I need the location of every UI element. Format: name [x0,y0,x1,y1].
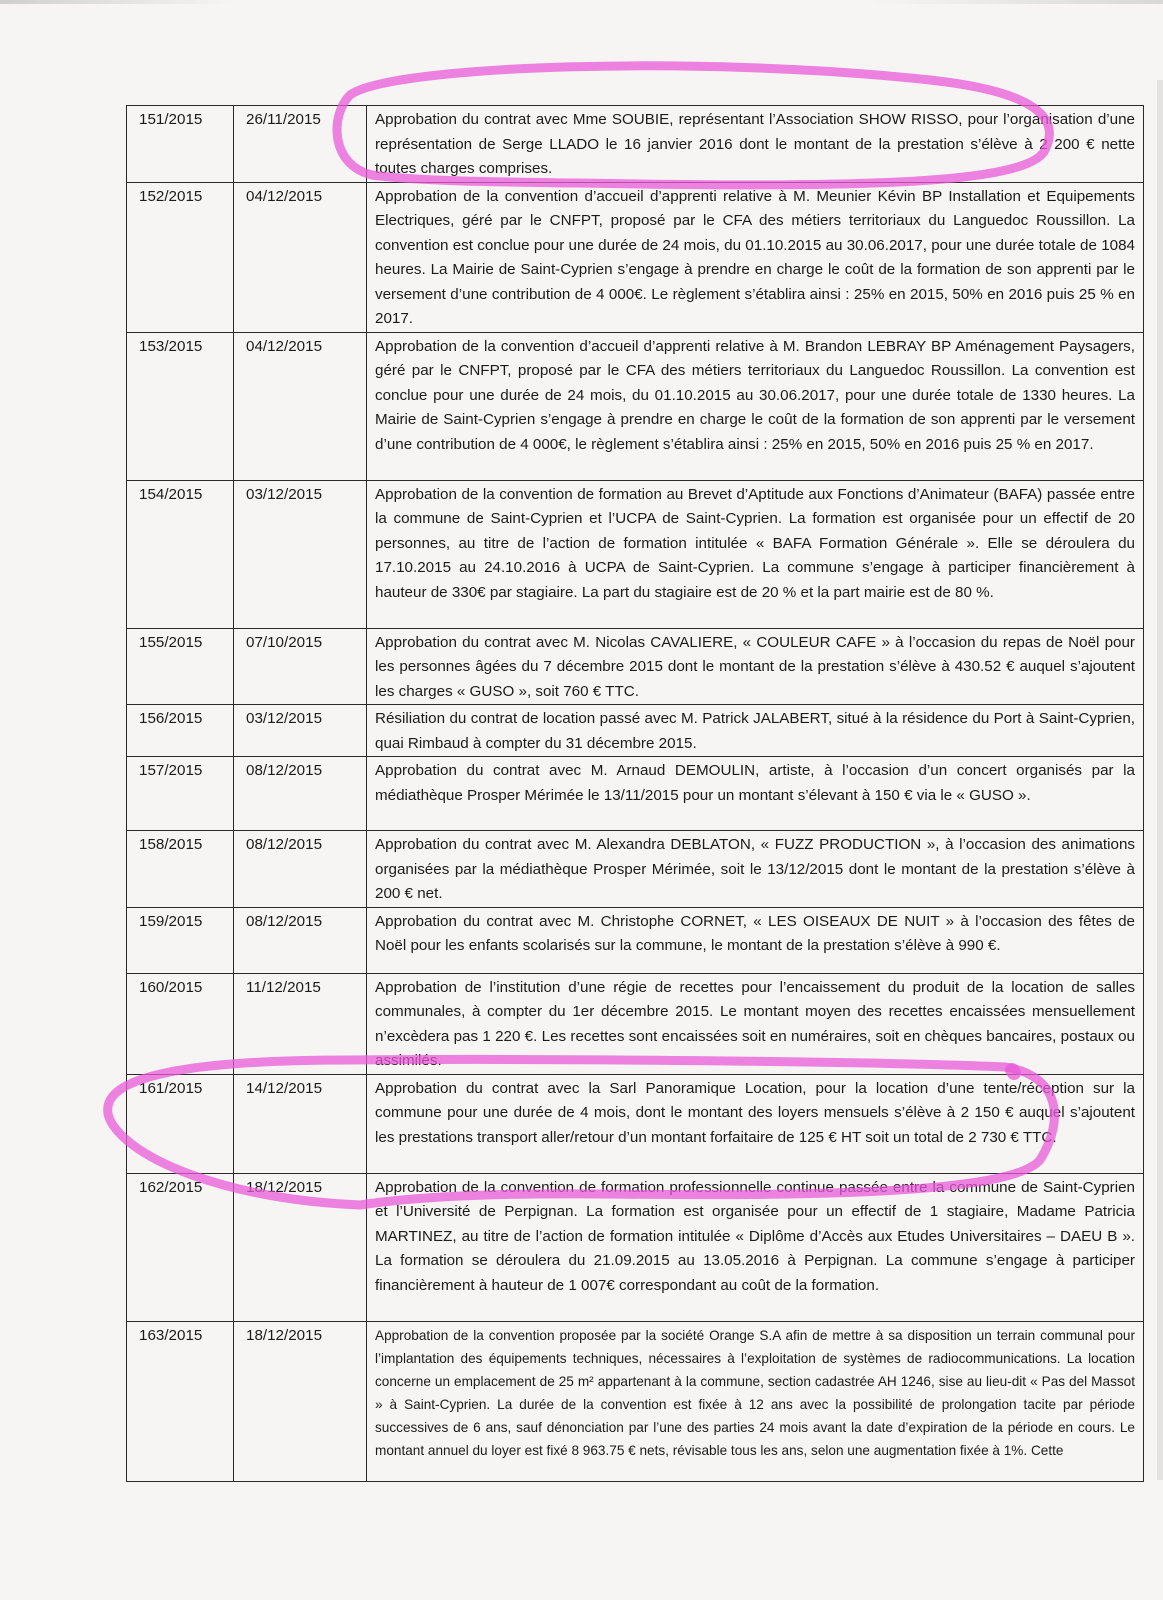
decision-number: 157/2015 [127,757,234,831]
decision-date: 04/12/2015 [234,332,367,480]
decision-number: 155/2015 [127,628,234,705]
decision-text: Approbation du contrat avec Mme SOUBIE, représentant l’Association SHOW RISSO, pour l’organisation d’une représentation de Serge LLADO le 16 janvier 2016 dont le montant de la prestation s’élève à 2 200 € nette toutes charges comprises. [367,106,1144,183]
table-row [127,705,1144,757]
decision-text: Approbation de la convention de formation professionnelle continue passée entre la commune de Saint-Cyprien et l’Université de Perpignan. La formation est organisée pour un effectif de 1 stagiaire, Madame Patricia MARTINEZ, au titre de l’action de formation intitulée « Diplôme d’Accès aux Etudes Universitaires – DAEU B ». La formation se déroulera du 21.09.2015 au 13.05.2016 à Perpignan. La commune s’engage à participer financièrement à hauteur de 1 007€ correspondant au coût de la formation. [367,1173,1144,1321]
table-row [127,907,1144,973]
table-row [127,831,1144,908]
table-row [127,1173,1144,1321]
page-edge-right [1157,80,1163,1480]
decision-text: Approbation du contrat avec M. Nicolas CAVALIERE, « COULEUR CAFE » à l’occasion du repas de Noël pour les personnes âgées du 7 décembre 2015 dont le montant de la prestation s’élève à 430.52 € auquel s’ajoutent les charges « GUSO », soit 760 € TTC. [367,628,1144,705]
decision-date: 04/12/2015 [234,182,367,332]
decision-number: 159/2015 [127,907,234,973]
decision-number: 158/2015 [127,831,234,908]
decision-date: 07/10/2015 [234,628,367,705]
table-row [127,106,1144,183]
decision-date: 03/12/2015 [234,480,367,628]
decision-date: 26/11/2015 [234,106,367,183]
decision-date: 18/12/2015 [234,1321,367,1481]
decision-number: 151/2015 [127,106,234,183]
decision-date: 18/12/2015 [234,1173,367,1321]
decision-date: 08/12/2015 [234,831,367,908]
decision-number: 161/2015 [127,1074,234,1173]
decision-date: 03/12/2015 [234,705,367,757]
decision-date: 11/12/2015 [234,973,367,1074]
table-row [127,628,1144,705]
decision-text: Approbation de la convention de formation au Brevet d’Aptitude aux Fonctions d’Animateur (BAFA) passée entre la commune de Saint-Cyprien et l’UCPA de Saint-Cyprien. La formation est organisée pour un effectif de 20 personnes, au titre de l’action de formation intitulée « BAFA Formation Générale ». Elle se déroulera du 17.10.2015 au 24.10.2016 à UCPA de Saint-Cyprien. La commune s’engage à participer financièrement à hauteur de 330€ par stagiaire. La part du stagiaire est de 20 % et la part mairie est de 80 %. [367,480,1144,628]
decision-date: 14/12/2015 [234,1074,367,1173]
table-row [127,1321,1144,1481]
table-row [127,182,1144,332]
table-row [127,1074,1144,1173]
decision-number: 160/2015 [127,973,234,1074]
decision-date: 08/12/2015 [234,907,367,973]
decision-text: Approbation de la convention d’accueil d’apprenti relative à M. Meunier Kévin BP Installation et Equipements Electriques, géré par le CNFPT, proposé par le CFA des métiers territoriaux du Languedoc Roussillon. La convention est conclue pour une durée de 24 mois, du 01.10.2015 au 30.06.2017, pour une durée totale de 1084 heures. La Mairie de Saint-Cyprien s’engage à prendre en charge le coût de la formation de son apprenti par le versement d’une contribution de 4 000€. Le règlement s’établira ainsi : 25% en 2015, 50% en 2016 puis 25 % en 2017. [367,182,1144,332]
decision-number: 154/2015 [127,480,234,628]
decision-text: Résiliation du contrat de location passé avec M. Patrick JALABERT, situé à la résidence du Port à Saint-Cyprien, quai Rimbaud à compter du 31 décembre 2015. [367,705,1144,757]
decision-date: 08/12/2015 [234,757,367,831]
decision-text: Approbation de l’institution d’une régie de recettes pour l’encaissement du produit de la location de salles communales, à compter du 1er décembre 2015. Le montant moyen des recettes encaissées mensuellement n’excèdera pas 1 220 €. Les recettes sont encaissées soit en numéraires, soit en chèques bancaires, postaux ou assimilés. [367,973,1144,1074]
table-row [127,332,1144,480]
decisions-table [126,105,1144,1482]
decision-text: Approbation du contrat avec M. Christophe CORNET, « LES OISEAUX DE NUIT » à l’occasion des fêtes de Noël pour les enfants scolarisés sur la commune, le montant de la prestation s’élève à 990 €. [367,907,1144,973]
decision-number: 156/2015 [127,705,234,757]
decision-text: Approbation du contrat avec M. Alexandra DEBLATON, « FUZZ PRODUCTION », à l’occasion des animations organisées par la médiathèque Prosper Mérimée, soit le 13/12/2015 dont le montant de la prestation s’élève à 200 € net. [367,831,1144,908]
decision-number: 163/2015 [127,1321,234,1481]
table-row [127,757,1144,831]
page-edge [0,0,1163,4]
decision-number: 153/2015 [127,332,234,480]
decision-number: 162/2015 [127,1173,234,1321]
table-row [127,480,1144,628]
decision-text: Approbation de la convention d’accueil d’apprenti relative à M. Brandon LEBRAY BP Aménagement Paysagers, géré par le CNFPT, proposé par le CFA des métiers territoriaux du Languedoc Roussillon. La convention est conclue pour une durée de 24 mois, du 01.10.2015 au 30.06.2017, pour une durée totale de 1330 heures. La Mairie de Saint-Cyprien s’engage à prendre en charge le coût de la formation de son apprenti par le versement d’une contribution de 4 000€, le règlement s’établira ainsi : 25% en 2015, 50% en 2016 puis 25 % en 2017. [367,332,1144,480]
decision-text: Approbation du contrat avec la Sarl Panoramique Location, pour la location d’une tente/réception sur la commune pour une durée de 4 mois, dont le montant des loyers mensuels s’élève à 2 150 € auquel s’ajoutent les prestations transport aller/retour d’un montant forfaitaire de 125 € HT soit un total de 2 730 € TTC. [367,1074,1144,1173]
decision-text: Approbation de la convention proposée par la société Orange S.A afin de mettre à sa disposition un terrain communal pour l’implantation des équipements techniques, nécessaires à l’exploitation de systèmes de radiocommunications. La location concerne un emplacement de 25 m² appartenant à la commune, section cadastrée AH 1246, sise au lieu-dit « Pas del Massot » à Saint-Cyprien. La durée de la convention est fixée à 12 ans avec la possibilité de prolongation tacite par période successives de 6 ans, sauf dénonciation par l’une des parties 24 mois avant la date d’expiration de la période en cours. Le montant annuel du loyer est fixé 8 963.75 € nets, révisable tous les ans, selon une augmentation fixée à 1%. Cette [367,1321,1144,1481]
table-row [127,973,1144,1074]
decision-number: 152/2015 [127,182,234,332]
decision-text: Approbation du contrat avec M. Arnaud DEMOULIN, artiste, à l’occasion d’un concert organisés par la médiathèque Prosper Mérimée le 13/11/2015 pour un montant s’élevant à 150 € via le « GUSO ». [367,757,1144,831]
